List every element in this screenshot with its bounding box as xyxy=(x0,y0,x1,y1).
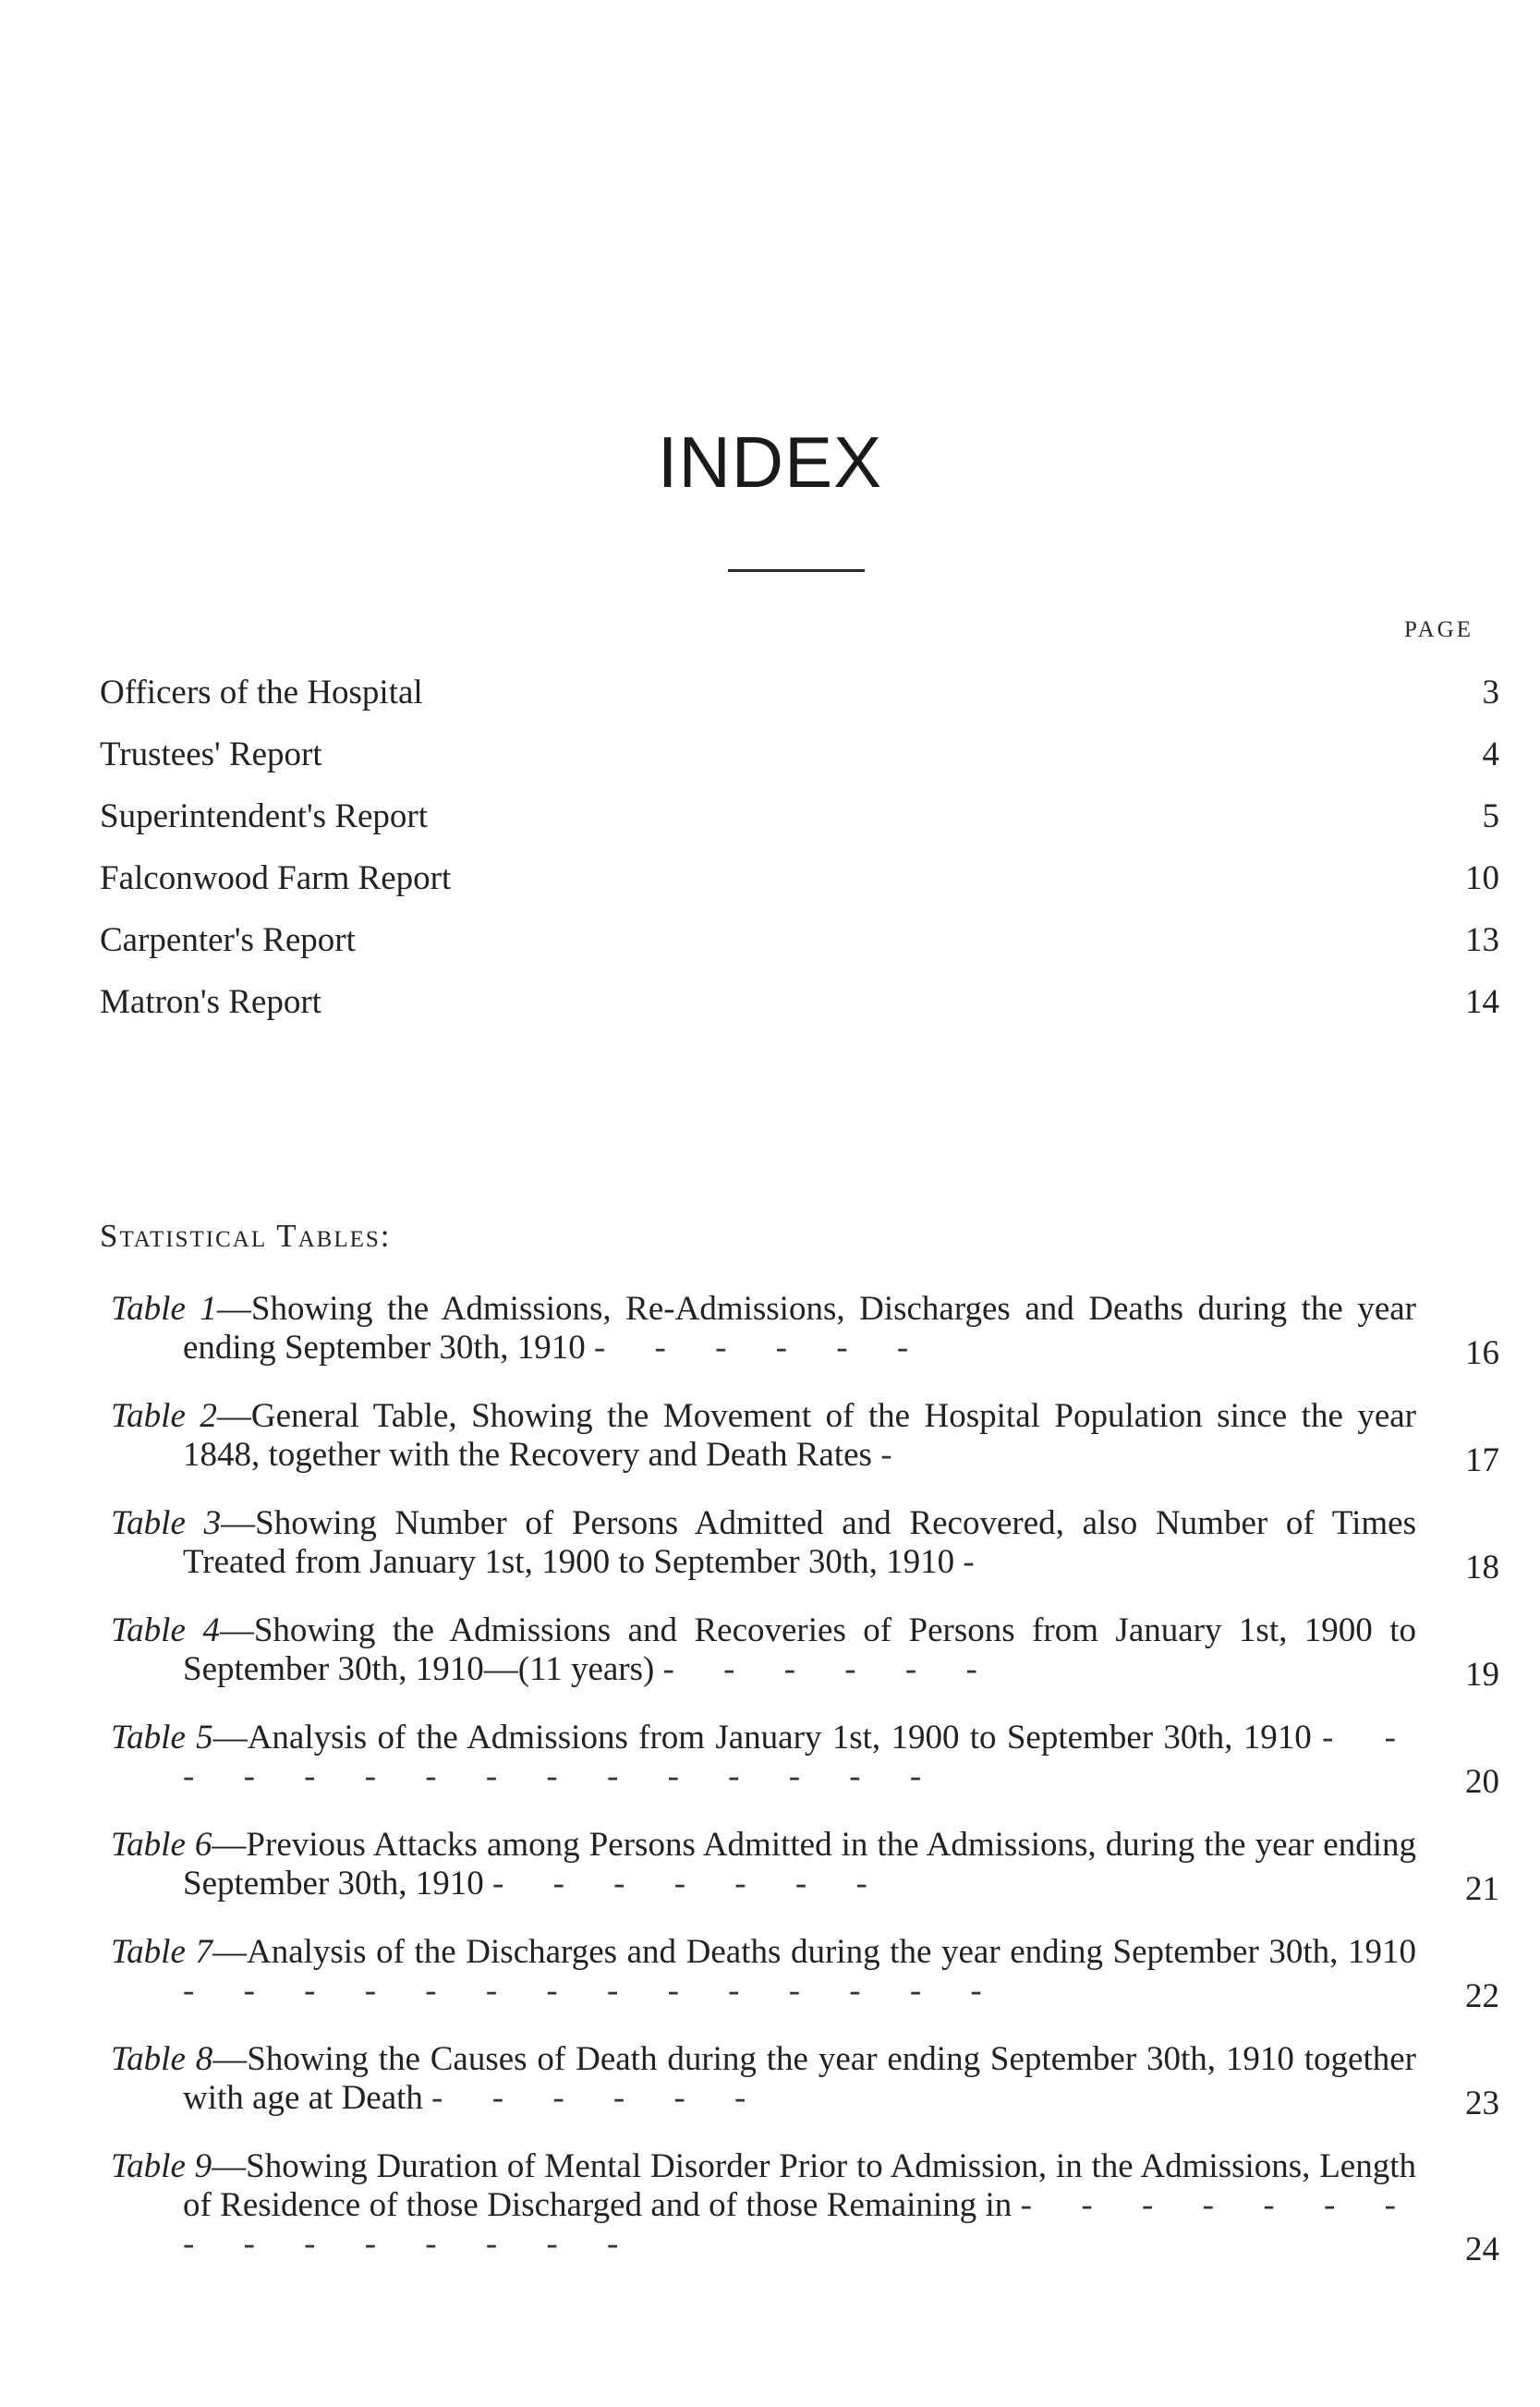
contents-entry-label: Officers of the Hospital xyxy=(100,673,430,712)
contents-entry-label: Trustees' Report xyxy=(100,735,330,774)
contents-entry-page: 5 xyxy=(1482,797,1499,835)
contents-entry-page: 10 xyxy=(1465,859,1499,897)
table-entry-name: Table 5 xyxy=(111,1719,213,1757)
statistical-tables-list xyxy=(111,1290,1499,2293)
dash-leader: - xyxy=(963,1543,995,1581)
table-entry-page: 24 xyxy=(1465,2231,1499,2268)
table-entry-description: —Showing Duration of Mental Disorder Prior to Admission, in the Admissions, Length of Residence of those Discharged and of those Remaining in xyxy=(183,2147,1416,2224)
contents-entry-label: Matron's Report xyxy=(100,982,329,1022)
table-entry xyxy=(111,1933,1499,2015)
table-entry-name: Table 1 xyxy=(111,1290,217,1328)
contents-entry xyxy=(100,982,1499,1044)
table-entry-description: —Analysis of the Admissions from January 1st, 1900 to September 30th, 1910 xyxy=(212,1719,1312,1757)
table-entry-description: —Showing Number of Persons Admitted and Recovered, also Number of Times Treated from January 1st, 1900 to September 30th, 1910 xyxy=(183,1504,1416,1581)
table-entry-page: 22 xyxy=(1465,1977,1499,2015)
contents-entry-label: Superintendent's Report xyxy=(100,796,435,836)
contents-entry-label: Carpenter's Report xyxy=(100,920,363,960)
report-contents-list xyxy=(100,673,1499,1044)
table-entry-name: Table 3 xyxy=(111,1504,222,1542)
table-entry xyxy=(111,2040,1499,2122)
table-entry-name: Table 8 xyxy=(111,2040,213,2078)
table-entry-description: —Showing the Admissions and Recoveries of Persons from January 1st, 1900 to September 30th, 1910—(11 years) xyxy=(183,1611,1417,1688)
table-entry-page: 23 xyxy=(1465,2085,1499,2122)
contents-entry xyxy=(100,735,1499,796)
table-entry-name: Table 7 xyxy=(111,1933,212,1971)
dash-leader: - - - - - - - - - - - - - - - xyxy=(183,1719,1416,1795)
table-entry-name: Table 2 xyxy=(111,1397,217,1435)
dash-leader: - - - - - - xyxy=(662,1650,998,1688)
table-entry-name: Table 9 xyxy=(111,2147,212,2185)
table-entry-page: 20 xyxy=(1465,1763,1499,1801)
table-entry-description: —General Table, Showing the Movement of the Hospital Population since the year 1848, together with the Recovery and Death Rates xyxy=(183,1397,1417,1474)
table-entry xyxy=(111,1397,1499,1479)
dash-leader: - - - - - - - - - - - - - - - xyxy=(183,2186,1417,2263)
table-entry xyxy=(111,1504,1499,1586)
table-entry-page: 16 xyxy=(1465,1334,1499,1372)
dash-leader: - - - - - - xyxy=(593,1329,929,1367)
page-column-label: PAGE xyxy=(1404,617,1473,642)
contents-entry xyxy=(100,920,1499,982)
table-entry xyxy=(111,1719,1499,1801)
table-entry-description: —Showing the Admissions, Re-Admissions, Discharges and Deaths during the year ending September 30th, 1910 xyxy=(183,1290,1417,1367)
contents-entry xyxy=(100,858,1499,920)
statistical-tables-heading: Statistical Tables: xyxy=(100,1218,392,1254)
table-entry-page: 19 xyxy=(1465,1656,1499,1694)
contents-entry-page: 14 xyxy=(1465,983,1499,1021)
table-entry xyxy=(111,1611,1499,1694)
dash-leader: - - - - - - xyxy=(431,2079,767,2117)
dash-leader: - - - - - - - - - - - - - - xyxy=(183,1972,1002,2010)
table-entry-page: 18 xyxy=(1465,1549,1499,1586)
table-entry-description: —Previous Attacks among Persons Admitted in the Admissions, during the year ending September 30th, 1910 xyxy=(183,1826,1416,1903)
table-entry xyxy=(111,1290,1499,1372)
table-entry-description: —Analysis of the Discharges and Deaths during the year ending September 30th, 1910 xyxy=(212,1933,1416,1971)
table-entry-name: Table 4 xyxy=(111,1611,220,1649)
contents-entry-page: 3 xyxy=(1482,674,1499,711)
table-entry-description: —Showing the Causes of Death during the year ending September 30th, 1910 together with age at Death xyxy=(183,2040,1416,2117)
table-entry xyxy=(111,1826,1499,1908)
table-entry-name: Table 6 xyxy=(111,1826,212,1864)
dash-leader: - - - - - - - xyxy=(492,1865,888,1903)
contents-entry-page: 4 xyxy=(1482,735,1499,773)
table-entry xyxy=(111,2147,1499,2268)
table-entry-page: 21 xyxy=(1465,1870,1499,1908)
contents-entry xyxy=(100,796,1499,858)
contents-entry-label: Falconwood Farm Report xyxy=(100,858,458,898)
contents-entry-page: 13 xyxy=(1465,921,1499,959)
title-rule xyxy=(728,569,865,572)
contents-entry xyxy=(100,673,1499,735)
table-entry-page: 17 xyxy=(1465,1441,1499,1479)
dash-leader: - xyxy=(880,1436,913,1474)
page-title: INDEX xyxy=(657,421,883,503)
